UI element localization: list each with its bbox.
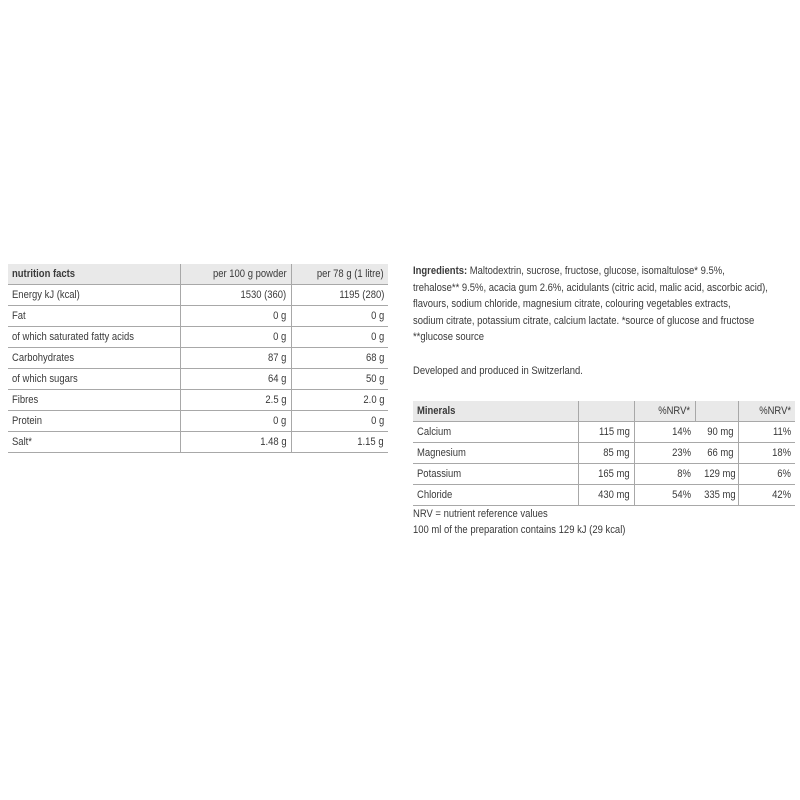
nutrition-header-label: nutrition facts bbox=[8, 264, 180, 285]
ingredients-line: flavours, sodium chloride, magnesium citrate, colouring vegetables extracts, bbox=[413, 298, 731, 310]
minerals-header-label: Minerals bbox=[413, 401, 578, 422]
nutrient-per78: 0 g bbox=[291, 411, 388, 432]
nutrition-facts-table bbox=[8, 264, 388, 453]
mineral-nrv-b: 11% bbox=[738, 422, 795, 443]
nutrient-label: Fat bbox=[8, 306, 180, 327]
mineral-amount-a: 115 mg bbox=[578, 422, 634, 443]
nutrient-per100: 64 g bbox=[180, 369, 291, 390]
mineral-nrv-b: 18% bbox=[738, 443, 795, 464]
minerals-header-row bbox=[413, 401, 795, 422]
table-row bbox=[413, 443, 795, 464]
nutrient-per78: 0 g bbox=[291, 306, 388, 327]
table-row bbox=[413, 422, 795, 443]
nutrient-per100: 2.5 g bbox=[180, 390, 291, 411]
mineral-nrv-a: 8% bbox=[634, 464, 695, 485]
nutrient-per78: 2.0 g bbox=[291, 390, 388, 411]
nrv-footnote: NRV = nutrient reference values bbox=[413, 508, 548, 520]
minerals-header-nrv-a: %NRV* bbox=[634, 401, 695, 422]
mineral-amount-b: 129 mg bbox=[695, 464, 738, 485]
nutrient-per78: 1195 (280) bbox=[291, 285, 388, 306]
mineral-amount-a: 85 mg bbox=[578, 443, 634, 464]
nutrient-label: Salt* bbox=[8, 432, 180, 453]
mineral-amount-b: 66 mg bbox=[695, 443, 738, 464]
nutrient-label: of which sugars bbox=[8, 369, 180, 390]
mineral-name: Calcium bbox=[413, 422, 578, 443]
mineral-name: Potassium bbox=[413, 464, 578, 485]
ingredients-line: Maltodextrin, sucrose, fructose, glucose, isomaltulose* 9.5%, bbox=[467, 265, 725, 277]
preparation-footnote: 100 ml of the preparation contains 129 kJ (29 kcal) bbox=[413, 524, 626, 536]
table-row bbox=[8, 411, 388, 432]
nutrient-per100: 1530 (360) bbox=[180, 285, 291, 306]
table-row bbox=[8, 285, 388, 306]
nutrient-per100: 0 g bbox=[180, 306, 291, 327]
minerals-header-nrv-b: %NRV* bbox=[738, 401, 795, 422]
nutrition-header-per100: per 100 g powder bbox=[180, 264, 291, 285]
mineral-name: Magnesium bbox=[413, 443, 578, 464]
ingredients-line: **glucose source bbox=[413, 331, 485, 343]
origin-statement: Developed and produced in Switzerland. bbox=[413, 365, 583, 377]
table-row bbox=[413, 485, 795, 506]
nutrient-per100: 1.48 g bbox=[180, 432, 291, 453]
nutrient-per78: 68 g bbox=[291, 348, 388, 369]
nutrient-per100: 0 g bbox=[180, 327, 291, 348]
nutrient-per78: 50 g bbox=[291, 369, 388, 390]
ingredients-line: trehalose** 9.5%, acacia gum 2.6%, acidulants (citric acid, malic acid, ascorbic acid), bbox=[413, 281, 768, 294]
nutrient-per100: 0 g bbox=[180, 411, 291, 432]
ingredients-line: sodium citrate, potassium citrate, calcium lactate. *source of glucose and fructose bbox=[413, 314, 755, 327]
mineral-amount-a: 430 mg bbox=[578, 485, 634, 506]
nutrient-label: Protein bbox=[8, 411, 180, 432]
mineral-amount-b: 335 mg bbox=[695, 485, 738, 506]
table-row bbox=[8, 327, 388, 348]
table-row bbox=[8, 390, 388, 411]
ingredients-label: Ingredients: bbox=[413, 265, 468, 277]
nutrient-label: Fibres bbox=[8, 390, 180, 411]
nutrient-per78: 0 g bbox=[291, 327, 388, 348]
table-row bbox=[8, 306, 388, 327]
nutrient-per78: 1.15 g bbox=[291, 432, 388, 453]
nutrient-label: of which saturated fatty acids bbox=[8, 327, 180, 348]
nutrient-label: Carbohydrates bbox=[8, 348, 180, 369]
mineral-nrv-a: 14% bbox=[634, 422, 695, 443]
mineral-nrv-b: 6% bbox=[738, 464, 795, 485]
mineral-nrv-b: 42% bbox=[738, 485, 795, 506]
minerals-header-amount-a bbox=[578, 401, 634, 422]
nutrition-header-per78: per 78 g (1 litre) bbox=[291, 264, 388, 285]
minerals-table bbox=[413, 401, 795, 506]
table-row bbox=[413, 464, 795, 485]
mineral-nrv-a: 23% bbox=[634, 443, 695, 464]
mineral-amount-a: 165 mg bbox=[578, 464, 634, 485]
mineral-amount-b: 90 mg bbox=[695, 422, 738, 443]
nutrient-label: Energy kJ (kcal) bbox=[8, 285, 180, 306]
minerals-header-amount-b bbox=[695, 401, 738, 422]
mineral-nrv-a: 54% bbox=[634, 485, 695, 506]
table-row bbox=[8, 348, 388, 369]
ingredients-text bbox=[413, 263, 793, 346]
nutrient-per100: 87 g bbox=[180, 348, 291, 369]
table-row bbox=[8, 432, 388, 453]
table-row bbox=[8, 369, 388, 390]
nutrition-header-row bbox=[8, 264, 388, 285]
mineral-name: Chloride bbox=[413, 485, 578, 506]
footnotes bbox=[413, 506, 660, 538]
